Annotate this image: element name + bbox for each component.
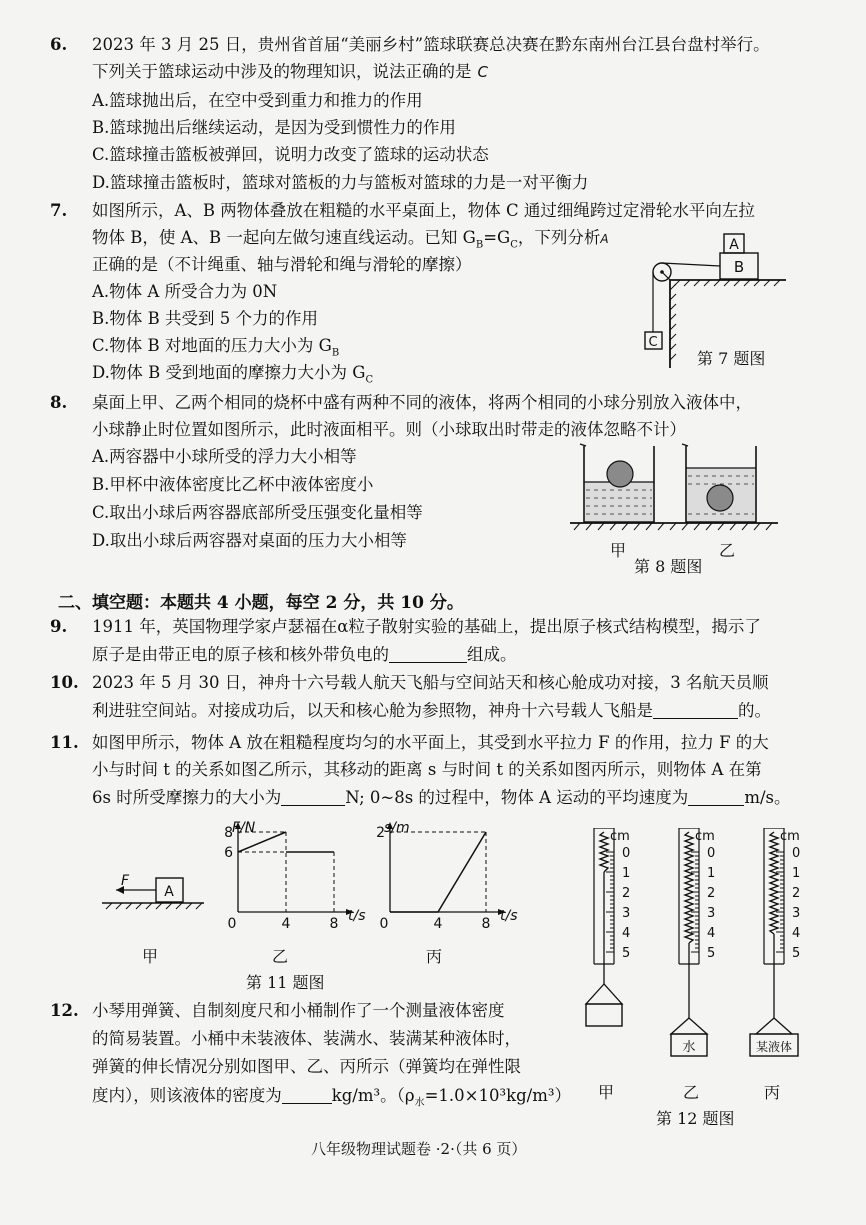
q7-option-c: C.物体 B 对地面的压力大小为 $G_B$ [92,336,340,359]
yi-xtick-0: 0 [227,916,237,932]
ruler-bing-tick-5: 5 [792,946,801,961]
q11-label-yi: 乙 [272,947,289,966]
q7-stem-line3: 正确的是（不计绳重、轴与滑轮和绳与滑轮的摩擦） [92,255,472,274]
q12-line3: 弹簧的伸长情况分别如图甲、乙、丙所示（弹簧均在弹性限 [92,1057,521,1076]
q11-line2: 小与时间 t 的关系如图乙所示，其移动的距离 s 与时间 t 的关系如图丙所示，则物体 A 在第 [92,760,762,779]
ruler-jia-tick-0: 0 [622,846,631,861]
q12-line4: 度内），则该液体的密度为 kg/m³。$(\rho_水=1.0\times 10^3kg/m^3)$ [92,1086,571,1109]
q6-number: 6. [50,35,68,54]
spring-yi [685,832,693,943]
q7-stem-line1: 如图所示，A、B 两物体叠放在粗糙的水平桌面上，物体 C 通过细绳跨过定滑轮水平向左拉 [92,201,755,220]
bing-x-axis-label: t/s [500,908,518,924]
bing-ytick-0: 2 [376,825,385,841]
q12-label-bing: 丙 [764,1083,781,1102]
q11-chart-yi [218,812,368,937]
q12-caption: 第 12 题图 [656,1109,735,1128]
q11-line1: 如图甲所示，物体 A 放在粗糙程度均匀的水平面上，其受到水平拉力 F 的作用，拉力 F 的大 [92,733,769,752]
ruler-jia-tick-3: 3 [622,906,631,921]
ruler-bing-tick-2: 2 [792,886,801,901]
ruler-yi-tick-2: 2 [707,886,716,901]
hook-bing [756,1018,792,1034]
q6-option-d: D.篮球撞击篮板时，篮球对篮板的力与篮板对篮球的力是一对平衡力 [92,173,589,192]
yi-ytick-1: 6 [224,845,233,861]
ball-yi [707,485,733,511]
liquid-jia [585,482,653,521]
q8-stem-line1: 桌面上甲、乙两个相同的烧杯中盛有两种不同的液体，将两个相同的小球分别放入液体中， [92,393,752,412]
ruler-yi-tick-1: 1 [707,866,716,881]
q6-option-a: A.篮球抛出后，在空中受到重力和推力的作用 [92,91,423,110]
bing-series-0 [390,832,486,912]
ruler-jia-tick-4: 4 [622,926,631,941]
q12-number: 12. [50,1001,79,1020]
bucket-yi-label: 水 [682,1040,696,1055]
yi-xtick-2: 8 [329,916,339,932]
q8-option-d: D.取出小球后两容器对桌面的压力大小相等 [92,531,407,550]
q9-line2: 原子是由带正电的原子核和核外带负电的 组成。 [92,645,517,664]
q6-stem-line1: 2023 年 3 月 25 日，贵州省首届“美丽乡村”篮球联赛总决赛在黔东南州台江县台盘村举行。 [92,35,770,54]
q12-line1: 小琴用弹簧、自制刻度尺和小桶制作了一个测量液体密度 [92,1001,505,1020]
q11-label-jia: 甲 [142,947,159,966]
q11-caption: 第 11 题图 [246,973,325,992]
q7-stem-line2: 物体 B，使 A、B 一起向左做匀速直线运动。已知 $G_B=G_C$，下列分析A [92,228,609,251]
q7-handwritten-mark: A [600,232,609,246]
q10-number: 10. [50,673,79,692]
ruler-yi-tick-0: 0 [707,846,716,861]
ruler-jia-tick-1: 1 [622,866,631,881]
page-footer: 八年级物理试题卷 ·2·（共 6 页） [311,1140,527,1158]
yi-x-axis-label: t/s [348,908,366,924]
q11-number: 11. [50,733,79,752]
q6-handwritten-answer: C [477,63,488,81]
q6-option-b: B.篮球抛出后继续运动，是因为受到惯性力的作用 [92,118,456,137]
section-2-heading: 二、填空题：本题共 4 小题，每空 2 分，共 10 分。 [58,593,464,613]
q9-answer-blank[interactable] [389,644,467,663]
bucket-jia [586,1004,622,1026]
q10-line2: 利进驻空间站。对接成功后，以天和核心舱为参照物，神舟十六号载人飞船是 的。 [92,701,771,720]
force-label: F [121,873,130,889]
yi-xtick-1: 4 [281,916,291,932]
bing-xtick-1: 4 [433,916,443,932]
q8-number: 8. [50,393,68,412]
q8-figure [568,438,788,538]
q12-line2: 的简易装置。小桶中未装液体、装满水、装满某种液体时， [92,1029,521,1048]
ruler-yi-tick-4: 4 [707,926,716,941]
q8-label-yi: 乙 [719,541,736,560]
block-a-label: A [164,884,174,900]
hook-yi [671,1018,707,1034]
q7-number: 7. [50,201,68,220]
q7-option-b: B.物体 B 共受到 5 个力的作用 [92,309,318,328]
rope-horizontal [662,263,720,266]
ruler-jia-tick-2: 2 [622,886,631,901]
q8-caption: 第 8 题图 [634,557,703,576]
block-b-label: B [733,258,745,276]
q11-friction-blank[interactable] [281,787,345,806]
ball-jia [607,461,633,487]
hook-jia [586,984,622,1004]
q8-option-c: C.取出小球后两容器底部所受压强变化量相等 [92,503,423,522]
ruler-yi-tick-5: 5 [707,946,716,961]
q12-figure [572,828,834,1078]
block-c-label: C [648,335,658,350]
q12-label-yi: 乙 [683,1083,700,1102]
bucket-bing-label: 某液体 [755,1040,793,1054]
q11-line3: 6s 时所受摩擦力的大小为 N; 0~8s 的过程中，物体 A 运动的平均速度为 m/s。 [92,788,791,807]
ruler-jia-unit: cm [610,829,630,844]
ruler-yi-tick-3: 3 [707,906,716,921]
q6-stem-line2: 下列关于篮球运动中涉及的物理知识，说法正确的是 C [92,62,488,81]
q8-option-b: B.甲杯中液体密度比乙杯中液体密度小 [92,475,374,494]
ruler-bing-tick-1: 1 [792,866,801,881]
q12-density-blank[interactable] [282,1085,332,1104]
q9-number: 9. [50,617,68,636]
q11-label-bing: 丙 [426,947,443,966]
q10-answer-blank[interactable] [653,700,738,719]
q11-velocity-blank[interactable] [688,787,744,806]
yi-ytick-0: 8 [224,825,233,841]
bing-xtick-2: 8 [481,916,491,932]
yi-y-axis-label: F/N [232,820,256,836]
q10-line1: 2023 年 5 月 30 日，神舟十六号载人航天飞船与空间站天和核心舱成功对接，3 名航天员顺 [92,673,769,692]
q11-figure-jia [100,870,210,915]
q6-option-c: C.篮球撞击篮板被弹回，说明力改变了篮球的运动状态 [92,145,489,164]
q8-stem-line2: 小球静止时位置如图所示，此时液面相平。则（小球取出时带走的液体忽略不计） [92,420,686,439]
q8-option-a: A.两容器中小球所受的浮力大小相等 [92,447,357,466]
q9-line1: 1911 年，英国物理学家卢瑟福在α粒子散射实验的基础上，提出原子核式结构模型，揭示了 [92,617,761,636]
bing-y-axis-label: s/m [384,820,410,836]
ruler-bing-unit: cm [780,829,800,844]
ruler-bing-tick-4: 4 [792,926,801,941]
ruler-jia-tick-5: 5 [622,946,631,961]
q11-chart-bing [370,812,520,937]
q12-label-jia: 甲 [598,1083,615,1102]
q7-caption: 第 7 题图 [697,349,766,368]
ruler-bing-tick-0: 0 [792,846,801,861]
block-a-label: A [729,237,739,253]
q8-label-jia: 甲 [610,541,627,560]
ruler-bing-tick-3: 3 [792,906,801,921]
ruler-yi-unit: cm [695,829,715,844]
q7-option-d: D.物体 B 受到地面的摩擦力大小为 $G_C$ [92,363,374,386]
spring-bing [770,832,778,934]
q7-option-a: A.物体 A 所受合力为 0N [92,282,278,301]
bing-xtick-0: 0 [379,916,389,932]
